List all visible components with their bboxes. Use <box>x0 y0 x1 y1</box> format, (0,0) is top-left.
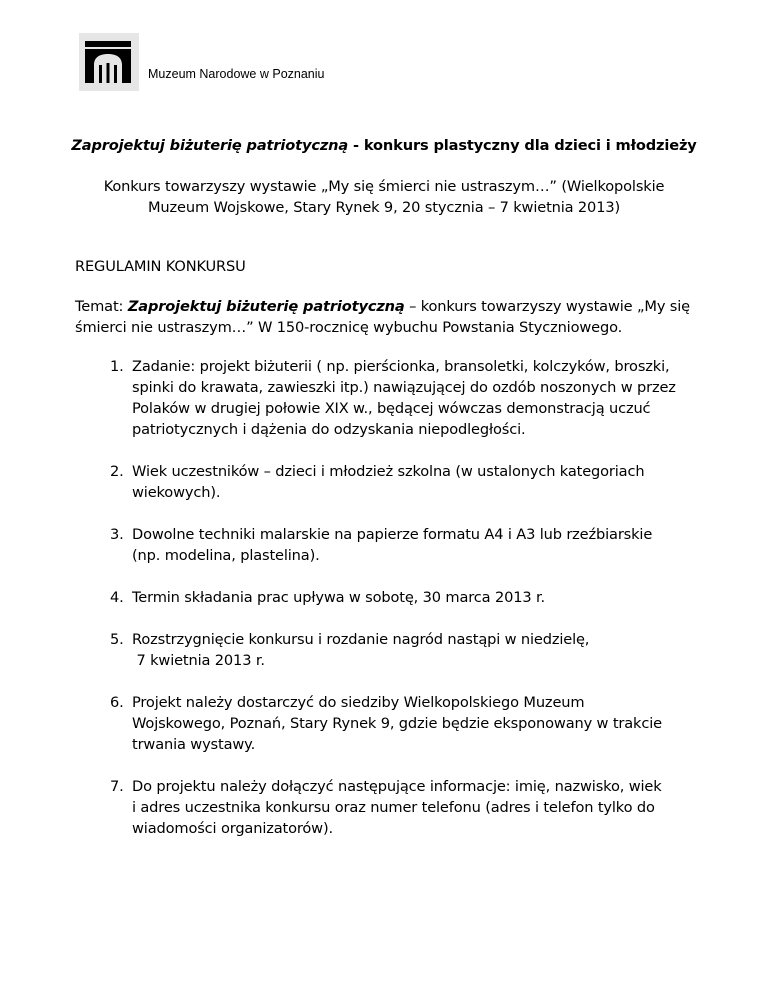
list-item <box>110 629 710 671</box>
subtitle-line-1: Konkurs towarzyszy wystawie „My się śmierci nie ustraszym…” (Wielkopolskie <box>103 178 665 195</box>
rules-list <box>110 356 710 839</box>
temat-label: Temat: <box>75 298 128 315</box>
list-item-line: spinki do krawata, zawieszki itp.) nawiązującej do ozdób noszonych w przez <box>132 379 676 396</box>
list-item-line: Wiek uczestników – dzieci i młodzież szkolna (w ustalonych kategoriach <box>132 463 645 480</box>
list-item-line: Polaków w drugiej połowie XIX w., będącej wówczas demonstracją uczuć <box>132 400 651 417</box>
document-subtitle <box>60 176 708 218</box>
list-item-line: patriotycznych i dążenia do odzyskania niepodległości. <box>132 421 526 438</box>
list-item-line: trwania wystawy. <box>132 736 256 753</box>
list-item-text <box>132 587 710 608</box>
section-heading: REGULAMIN KONKURSU <box>75 258 246 275</box>
list-item-text <box>132 356 710 440</box>
temat-paragraph <box>75 296 715 338</box>
list-item-number: 1. <box>110 358 124 375</box>
list-item-line: Wojskowego, Poznań, Stary Rynek 9, gdzie będzie eksponowany w trakcie <box>132 715 662 732</box>
list-item <box>110 776 710 839</box>
title-italic: Zaprojektuj biżuterię patriotyczną <box>71 137 349 154</box>
list-item <box>110 461 710 503</box>
list-item-line: Projekt należy dostarczyć do siedziby Wielkopolskiego Muzeum <box>132 694 585 711</box>
list-item-line: Rozstrzygnięcie konkursu i rozdanie nagród nastąpi w niedzielę, <box>132 631 590 648</box>
list-item-number: 3. <box>110 526 124 543</box>
subtitle-line-2: Muzeum Wojskowe, Stary Rynek 9, 20 stycznia – 7 kwietnia 2013) <box>147 199 621 216</box>
list-item-number: 2. <box>110 463 124 480</box>
list-item-line: 7 kwietnia 2013 r. <box>132 652 265 669</box>
list-item-line: Dowolne techniki malarskie na papierze formatu A4 i A3 lub rzeźbiarskie <box>132 526 653 543</box>
list-item-text <box>132 524 710 566</box>
list-item-line: i adres uczestnika konkursu oraz numer telefonu (adres i telefon tylko do <box>132 799 655 816</box>
list-item-text <box>132 461 710 503</box>
temat-line-1-rest: – konkurs towarzyszy wystawie „My się <box>404 298 690 315</box>
list-item-line: Zadanie: projekt biżuterii ( np. pierścionka, bransoletki, kolczyków, broszki, <box>132 358 670 375</box>
museum-logo <box>79 33 139 91</box>
list-item-line: wiekowych). <box>132 484 221 501</box>
list-item-line: Termin składania prac upływa w sobotę, 30 marca 2013 r. <box>132 589 545 606</box>
title-rest: - konkurs plastyczny dla dzieci i młodzieży <box>348 137 697 154</box>
document-title <box>0 135 768 156</box>
list-item <box>110 524 710 566</box>
museum-logo-icon <box>85 41 131 83</box>
list-item-number: 7. <box>110 778 124 795</box>
list-item-number: 4. <box>110 589 124 606</box>
temat-line-2: śmierci nie ustraszym…” W 150-rocznicę wybuchu Powstania Styczniowego. <box>75 319 623 336</box>
list-item-number: 6. <box>110 694 124 711</box>
list-item-line: (np. modelina, plastelina). <box>132 547 320 564</box>
list-item-line: wiadomości organizatorów). <box>132 820 334 837</box>
temat-emphasis: Zaprojektuj biżuterię patriotyczną <box>127 298 405 315</box>
list-item <box>110 356 710 440</box>
list-item-text <box>132 776 710 839</box>
list-item-text <box>132 629 710 671</box>
list-item <box>110 587 710 608</box>
museum-name: Muzeum Narodowe w Poznaniu <box>148 67 325 81</box>
list-item-line: Do projektu należy dołączyć następujące informacje: imię, nazwisko, wiek <box>132 778 662 795</box>
list-item-number: 5. <box>110 631 124 648</box>
list-item-text <box>132 692 710 755</box>
list-item <box>110 692 710 755</box>
